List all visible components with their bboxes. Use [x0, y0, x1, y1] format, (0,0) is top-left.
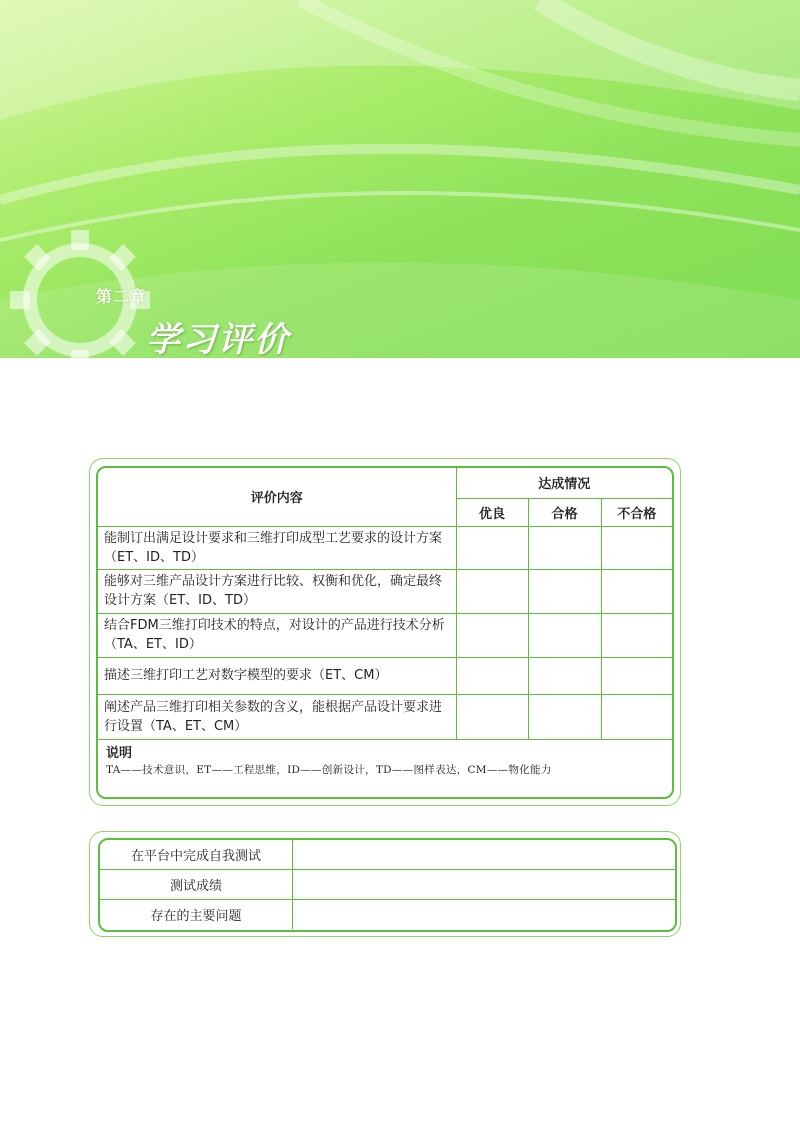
table-row: [98, 526, 672, 569]
problems-value[interactable]: [293, 900, 676, 930]
criterion-text: 能制订出满足设计要求和三维打印成型工艺要求的设计方案（ET、ID、TD）: [98, 526, 456, 569]
table-row: [100, 900, 675, 930]
col-header-status: 达成情况: [456, 468, 672, 498]
cell-fail[interactable]: [601, 526, 672, 569]
cell-excellent[interactable]: [456, 694, 528, 739]
cell-fail[interactable]: [601, 657, 672, 694]
criterion-text: 阐述产品三维打印相关参数的含义，能根据产品设计要求进行设置（TA、ET、CM）: [98, 694, 456, 739]
chapter-label: 第二章: [96, 287, 148, 306]
cell-excellent[interactable]: [456, 657, 528, 694]
self-test-label: 在平台中完成自我测试: [100, 840, 293, 870]
note-title: 说明: [106, 745, 133, 761]
cell-excellent[interactable]: [456, 613, 528, 657]
table-row: [100, 870, 675, 900]
header-banner: [0, 0, 800, 358]
cell-fail[interactable]: [601, 613, 672, 657]
col-header-content: 评价内容: [98, 468, 456, 526]
evaluation-panel: [89, 458, 681, 806]
cell-fail[interactable]: [601, 694, 672, 739]
evaluation-table: [98, 468, 672, 740]
self-test-table: [100, 840, 675, 929]
cell-fail[interactable]: [601, 569, 672, 613]
table-row: [100, 840, 675, 870]
cell-pass[interactable]: [528, 657, 601, 694]
evaluation-panel-inner: [96, 466, 674, 799]
section-title: 学习评价: [146, 320, 290, 358]
table-row: [98, 694, 672, 739]
problems-label: 存在的主要问题: [100, 900, 293, 930]
cell-excellent[interactable]: [456, 526, 528, 569]
cell-pass[interactable]: [528, 526, 601, 569]
score-value[interactable]: [293, 870, 676, 900]
self-test-panel: [89, 831, 681, 937]
level-pass: 合格: [528, 498, 601, 526]
criterion-text: 描述三维打印工艺对数字模型的要求（ET、CM）: [98, 657, 456, 694]
score-label: 测试成绩: [100, 870, 293, 900]
note-text: TA——技术意识，ET——工程思维，ID——创新设计，TD——图样表达，CM——物化能力: [106, 763, 552, 776]
cell-pass[interactable]: [528, 569, 601, 613]
criterion-text: 结合FDM三维打印技术的特点，对设计的产品进行技术分析（TA、ET、ID）: [98, 613, 456, 657]
cell-pass[interactable]: [528, 694, 601, 739]
cell-pass[interactable]: [528, 613, 601, 657]
legend-note: [98, 740, 672, 778]
self-test-panel-inner: [98, 838, 677, 932]
table-row: [98, 657, 672, 694]
cell-excellent[interactable]: [456, 569, 528, 613]
self-test-value[interactable]: [293, 840, 676, 870]
level-excellent: 优良: [456, 498, 528, 526]
table-row: [98, 613, 672, 657]
level-fail: 不合格: [601, 498, 672, 526]
criterion-text: 能够对三维产品设计方案进行比较、权衡和优化，确定最终设计方案（ET、ID、TD）: [98, 569, 456, 613]
table-row: [98, 569, 672, 613]
